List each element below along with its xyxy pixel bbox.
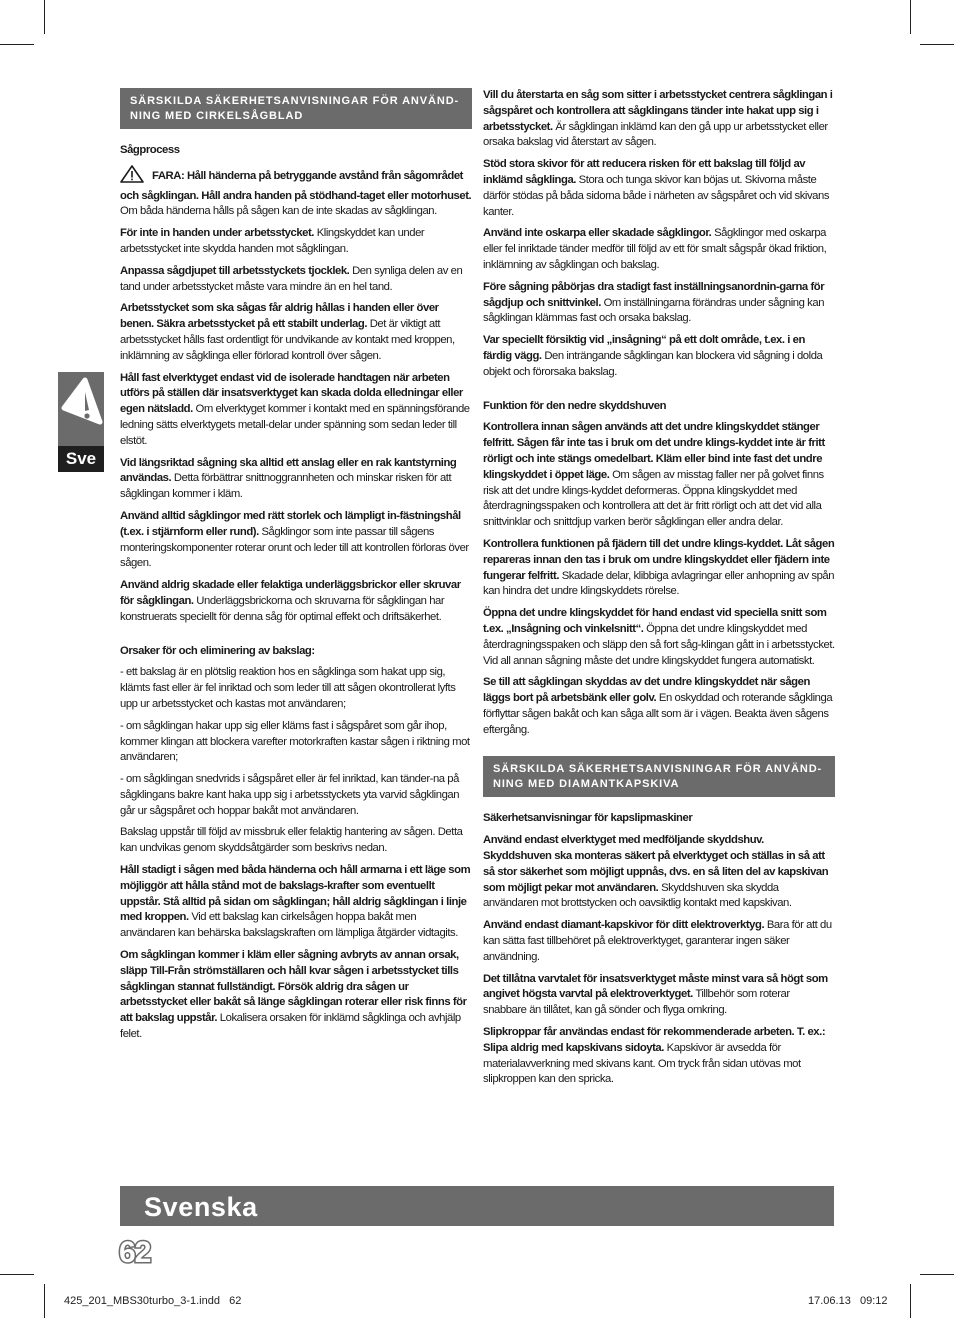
paragraph-bold: Det tillåtna varvtalet för insatsverktyget måste minst vara så högt som angivet högsta varvtal på elektroverktyget.	[483, 972, 828, 1001]
paragraph-bold: Om sågklingan kommer i kläm eller sågning avbryts av annan orsak, släpp Till-Från strömställaren och håll kvar sågen i arbetsstycket tills sågklingan stannat fullständigt. Försök aldrig dra sågen ur arbetsstycket eller bakåt så länge sågklingan roterar eller risk finns för att bakslag uppstår.	[120, 949, 467, 1025]
paragraph	[483, 157, 835, 220]
paragraph-text: Om elverktyget kommer i kontakt med en spänningsförande ledning sätts elverktygets metall-delar under spänning som sedan leder till elstöt.	[120, 403, 470, 447]
paragraph	[120, 264, 472, 296]
paragraph-bold: Kontrollera funktionen på fjädern till det undre klings-kyddet. Låt sågen repareras innan den tas i bruk om undre klingskyddet eller fjädern inte fungerar felfritt.	[483, 537, 835, 582]
paragraph	[483, 1025, 835, 1088]
paragraph	[483, 675, 835, 738]
paragraph	[120, 509, 472, 572]
paragraph-text: Det är viktigt att arbetsstycket hålls fast ordentligt för undvikande av kontakt med kroppen, inklämning av sågklinga eller förlorad kontroll över sågen.	[120, 318, 455, 362]
paragraph	[483, 333, 835, 380]
crop-mark	[910, 0, 911, 34]
paragraph-bold: Vill du återstarta en såg som sitter i arbetsstycket centrera sågklingan i sågspåret och kontrollera att sågklingans tänder inte hakat upp sig i arbetsstycket.	[483, 89, 833, 133]
paragraph-bold: Använd endast elverktyget med medföljande skyddshuv. Skyddshuven ska monteras säkert på elverktyget och ställas in så att så stor säkerhet som möjligt uppnås, dvs. en så liten del av kapskivan som möjligt pekar mot användaren.	[483, 834, 829, 894]
paragraph-bold: Håll stadigt i sågen med båda händerna och håll armarna i ett läge som möjliggör att hålla stånd mot de bakslags-krafter som eventuellt uppstår. Stå alltid på sidan om sågklingan; håll aldrig sågklingan i linje med kroppen.	[120, 864, 471, 924]
paragraph-text: Kapskivor är avsedda för materialavverkning med skivans kant. Om tryck från sidan utövas mot slipkroppen kan den spricka.	[483, 1041, 801, 1086]
page-number	[117, 1233, 157, 1267]
paragraph-text: Öppna det undre klingskyddet med återdragningsspaken och släpp den så fort såg-klingan gått in i arbetsstycket. Vid all annan sågning måste det undre klingskyddet fungera automatiskt.	[483, 622, 835, 667]
list-item: - ett bakslag är en plötslig reaktion hos en sågklinga som hakat upp sig, klämts fast eller är fel inriktad och som leder till att sågen okontrollerat lyfts upp ur arbetsstycket och kastas mot användaren;	[120, 666, 456, 710]
paragraph-text: Vid ett bakslag kan cirkelsågen hoppa bakåt men användaren kan behärska bakslagskraften om lämpliga åtgärder vidtagits.	[120, 911, 458, 940]
paragraph-bold: Vid längsriktad sågning ska alltid ett anslag eller en rak kantstyrning användas.	[120, 456, 457, 485]
warning-triangle-icon	[120, 165, 146, 189]
right-column	[483, 88, 835, 1094]
paragraph-text: Skyddshuven ska skydda användaren mot brottstycken och oavsiktlig kontakt med kapskivan.	[483, 881, 792, 910]
paragraph	[120, 456, 472, 503]
crop-mark	[910, 1284, 911, 1318]
paragraph	[483, 420, 835, 531]
paragraph-text: Sågklingor som inte passar till sågens monteringskomponenter roterar orunt och leder till att kontrollen förloras över sågen.	[120, 525, 469, 570]
paragraph-text: Sågklingor med oskarpa eller fel inriktade tänder medför till följd av ett för smalt sågspår ökad friktion, inklämning av sågklingan och bakslag.	[483, 227, 827, 271]
paragraph	[483, 606, 835, 669]
paragraph-bold: Slipkroppar får användas endast för rekommenderade arbeten. T. ex.: Slipa aldrig med kapskivans sidoyta.	[483, 1026, 826, 1054]
subheading-sawing: Sågprocess	[120, 144, 180, 156]
paragraph-text: Klingskyddet kan under arbetsstycket inte skydda handen mot sågklingan.	[120, 227, 425, 255]
crop-mark	[0, 1274, 34, 1275]
paragraph-bold: Öppna det undre klingskyddet för hand endast vid speciella snitt som t.ex. „Insågning och vinkelsnitt“.	[483, 607, 827, 635]
paragraph-text: Om båda händerna hålls på sågen kan de inte skadas av sågklingan.	[120, 205, 437, 218]
paragraph-text: Detta förbättrar snittnoggrannheten och minskar risken för att sågklingan kommer i kläm.	[120, 472, 452, 501]
language-side-tab	[58, 372, 104, 472]
paragraph-bold: Före sågning påbörjas dra stadigt fast inställningsanordnin-garna för sågdjup och snittvinkel.	[483, 280, 825, 309]
paragraph-bold: Se till att sågklingan skyddas av det undre klingskyddet när sågen läggs bort på arbetsbänk eller golv.	[483, 676, 810, 705]
paragraph-bold: Stöd stora skivor för att reducera risken för ett bakslag till följd av inklämd sågklinga.	[483, 158, 806, 186]
paragraph-text: Lokalisera orsaken för inklämd sågklinga och avhjälp felet.	[120, 1012, 461, 1041]
paragraph	[120, 165, 472, 220]
paragraph	[483, 972, 835, 1019]
paragraph-text: En oskyddad och roterande sågklinga förflyttar sågen bakåt och kan såga allt som är i vägen. Beakta även sågens eftergång.	[483, 692, 833, 736]
list-item: - om sågklingan hakar upp sig eller kläms fast i sågspåret som går ihop, kommer klingan att blockera varefter motorkraften kastar sågen i riktning mot användaren;	[120, 719, 470, 764]
paragraph-bold: Var speciellt försiktig vid „insågning“ på ett dolt område, t.ex. i en färdig vägg.	[483, 334, 805, 362]
subheading-lower-guard: Funktion för den nedre skyddshuven	[483, 399, 667, 412]
paragraph-bold: Anpassa sågdjupet till arbetsstyckets tjocklek.	[120, 264, 350, 277]
paragraph-text: Den inträngande sågklingan kan blockera vid sågning i dolda objekt och förorsaka bakslag.	[483, 349, 823, 378]
subheading-kickback: Orsaker för och eliminering av bakslag:	[120, 644, 315, 657]
paragraph	[120, 301, 472, 364]
section-heading-circular-saw: SÄRSKILDA SÄKERHETSANVISNINGAR FÖR ANVÄND-NING MED CIRKELSÅGBLAD	[120, 88, 472, 129]
language-label: Sve	[58, 446, 104, 472]
paragraph-bold: Kontrollera innan sågen används att det undre klingskyddet stänger felfritt. Sågen får inte tas i bruk om det undre klings-kyddet inte är fritt rörligt och inte stängs omedelbart. Kläm eller bind inte fast det undre klingskyddet i öppet läge.	[483, 421, 825, 481]
paragraph	[120, 371, 472, 450]
paragraph-bold: FARA: Håll händerna på betryggande avstånd från sågområdet och sågklingan. Håll andra handen på stödhand-taget eller motorhuset.	[120, 169, 472, 202]
paragraph-bold: Använd inte oskarpa eller skadade sågklingor.	[483, 227, 712, 240]
paragraph	[483, 537, 835, 600]
paragraph-text: Den synliga delen av en tand under arbetsstycket måste vara mindre än en hel tand.	[120, 264, 463, 293]
paragraph	[120, 226, 472, 258]
paragraph-text: Om sågen av misstag faller ner på golvet finns risk att det undre klings-kyddet deformeras. Öppna klingskyddet med återdragningsspaken och kontrollera att det är fritt rörligt och att det vid alla snittvinklar och snittdjup varken berör sågklingan eller andra delar.	[483, 468, 824, 529]
crop-mark	[920, 1274, 954, 1275]
footer-file-info: 425_201_MBS30turbo_3-1.indd 62	[64, 1295, 242, 1307]
language-banner-title: Svenska	[144, 1192, 258, 1222]
paragraph: Bakslag uppstår till följd av missbruk eller felaktig hantering av sågen. Detta kan undvikas genom skyddsåtgärder som beskrivs nedan.	[120, 826, 463, 855]
paragraph-bold: För inte in handen under arbetsstycket.	[120, 227, 314, 240]
paragraph	[483, 918, 835, 965]
list-item: - om sågklingan snedvrids i sågspåret eller är fel inriktad, kan tänder-na på sågklingans bakre kant haka upp sig i arbetsstyckets yta varvid sågklingan går ur sågspåret och hoppar bakåt mot användaren.	[120, 773, 460, 817]
paragraph-bold: Håll fast elverktyget endast vid de isolerade handtagen när arbeten utförs på ställen där insatsverktyget kan skada dolda elledningar eller egen nätsladd.	[120, 371, 463, 416]
paragraph	[483, 833, 835, 912]
paragraph	[483, 226, 835, 273]
crop-mark	[44, 0, 45, 34]
left-column	[120, 88, 472, 1049]
warning-exclamation-icon	[58, 372, 104, 444]
language-banner	[120, 1186, 834, 1226]
paragraph-text: Bara för att du kan sätta fast tillbehöret på elektroverktyget, garanterar ingen säker användning.	[483, 919, 832, 963]
paragraph-text: Är sågklingan inklämd kan den gå upp ur arbetsstycket eller orsaka bakslag vid återstart av sågen.	[483, 120, 828, 149]
crop-mark	[0, 44, 34, 45]
subheading-cutoff-machines: Säkerhetsanvisningar för kapslipmaskiner	[483, 812, 693, 825]
paragraph-bold: Använd aldrig skadade eller felaktiga underläggsbrickor eller skruvar för sågklingan.	[120, 579, 461, 607]
paragraph	[120, 948, 472, 1043]
paragraph-text: Stora och tunga skivor kan böjas ut. Skivorna måste därför stödas på båda sidorna både i närheten av sågspåret och vid skivans kanter.	[483, 173, 830, 218]
paragraph	[120, 863, 472, 942]
page-number-text: 62	[119, 1236, 151, 1267]
paragraph-text: Skadade delar, klibbiga avlagringar eller anhopning av spån kan hindra det undre klingskyddets rörelse.	[483, 569, 835, 598]
paragraph-bold: Använd endast diamant-kapskivor för ditt elektroverktyg.	[483, 919, 765, 932]
paragraph	[483, 88, 835, 151]
paragraph-text: Om inställningarna förändras under sågning kan sågklingan klämmas fast och orsaka bakslag.	[483, 296, 825, 325]
paragraph-bold: Använd alltid sågklingor med rätt storlek och lämpligt in-fästningshål (t.ex. i stjärnform eller rund).	[120, 509, 461, 538]
paragraph	[120, 578, 472, 625]
paragraph-text: Tillbehör som roterar snabbare än tillåtet, kan gå sönder och flyga omkring.	[483, 988, 790, 1017]
crop-mark	[920, 44, 954, 45]
footer-date: 17.06.13 09:12	[808, 1295, 888, 1307]
section-heading-diamond-disc: SÄRSKILDA SÄKERHETSANVISNINGAR FÖR ANVÄND-NING MED DIAMANTKAPSKIVA	[483, 756, 835, 797]
paragraph-text: Underläggsbrickorna och skruvarna för sågklingan har konstruerats speciellt för denna såg för optimal effekt och driftsäkerhet.	[120, 594, 445, 623]
paragraph-bold: Arbetsstycket som ska sågas får aldrig hållas i handen eller över benen. Säkra arbetsstycket på ett stabilt underlag.	[120, 302, 439, 331]
crop-mark	[44, 1284, 45, 1318]
paragraph	[483, 280, 835, 327]
